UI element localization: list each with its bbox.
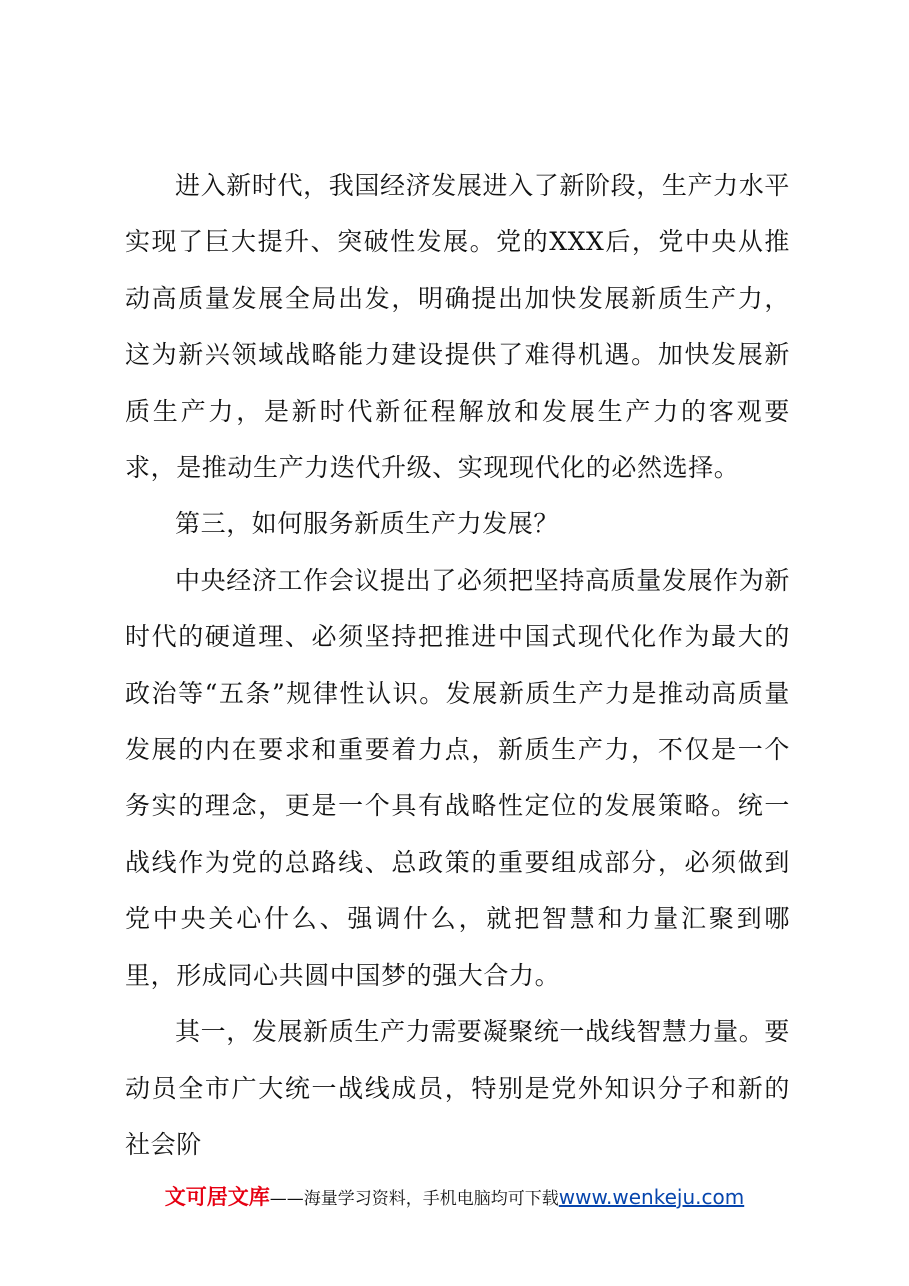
footer-watermark — [0, 1181, 909, 1211]
footer-url-link[interactable]: www.wenkeju.com — [558, 1185, 745, 1209]
footer-dash: —— — [269, 1189, 304, 1209]
paragraph-central-conference: 中央经济工作会议提出了必须把坚持高质量发展作为新时代的硬道理、必须坚持把推进中国式现代化作为最大的政治等“五条”规律性认识。发展新质生产力是推动高质量发展的内在要求和重要着力点，新质生产力，不仅是一个务实的理念，更是一个具有战略性定位的发展策略。统一战线作为党的总路线、总政策的重要组成部分，必须做到党中央关心什么、强调什么，就把智慧和力量汇聚到哪里，形成同心共圆中国梦的强大合力。 — [125, 565, 790, 990]
footer-brand: 文可居文库 — [164, 1185, 270, 1209]
section-heading-third: 第三，如何服务新质生产力发展？ — [175, 509, 560, 539]
document-body — [125, 158, 790, 1173]
paragraph-point-one: 其一，发展新质生产力需要凝聚统一战线智慧力量。要动员全市广大统一战线成员，特别是党外知识分子和新的社会阶 — [125, 1017, 790, 1159]
footer-tagline: 海量学习资料，手机电脑均可下载 — [303, 1189, 559, 1209]
paragraph-intro: 进入新时代，我国经济发展进入了新阶段，生产力水平实现了巨大提升、突破性发展。党的XXX后，党中央从推动高质量发展全局出发，明确提出加快发展新质生产力，这为新兴领域战略能力建设提供了难得机遇。加快发展新质生产力，是新时代新征程解放和发展生产力的客观要求，是推动生产力迭代升级、实现现代化的必然选择。 — [125, 171, 790, 483]
